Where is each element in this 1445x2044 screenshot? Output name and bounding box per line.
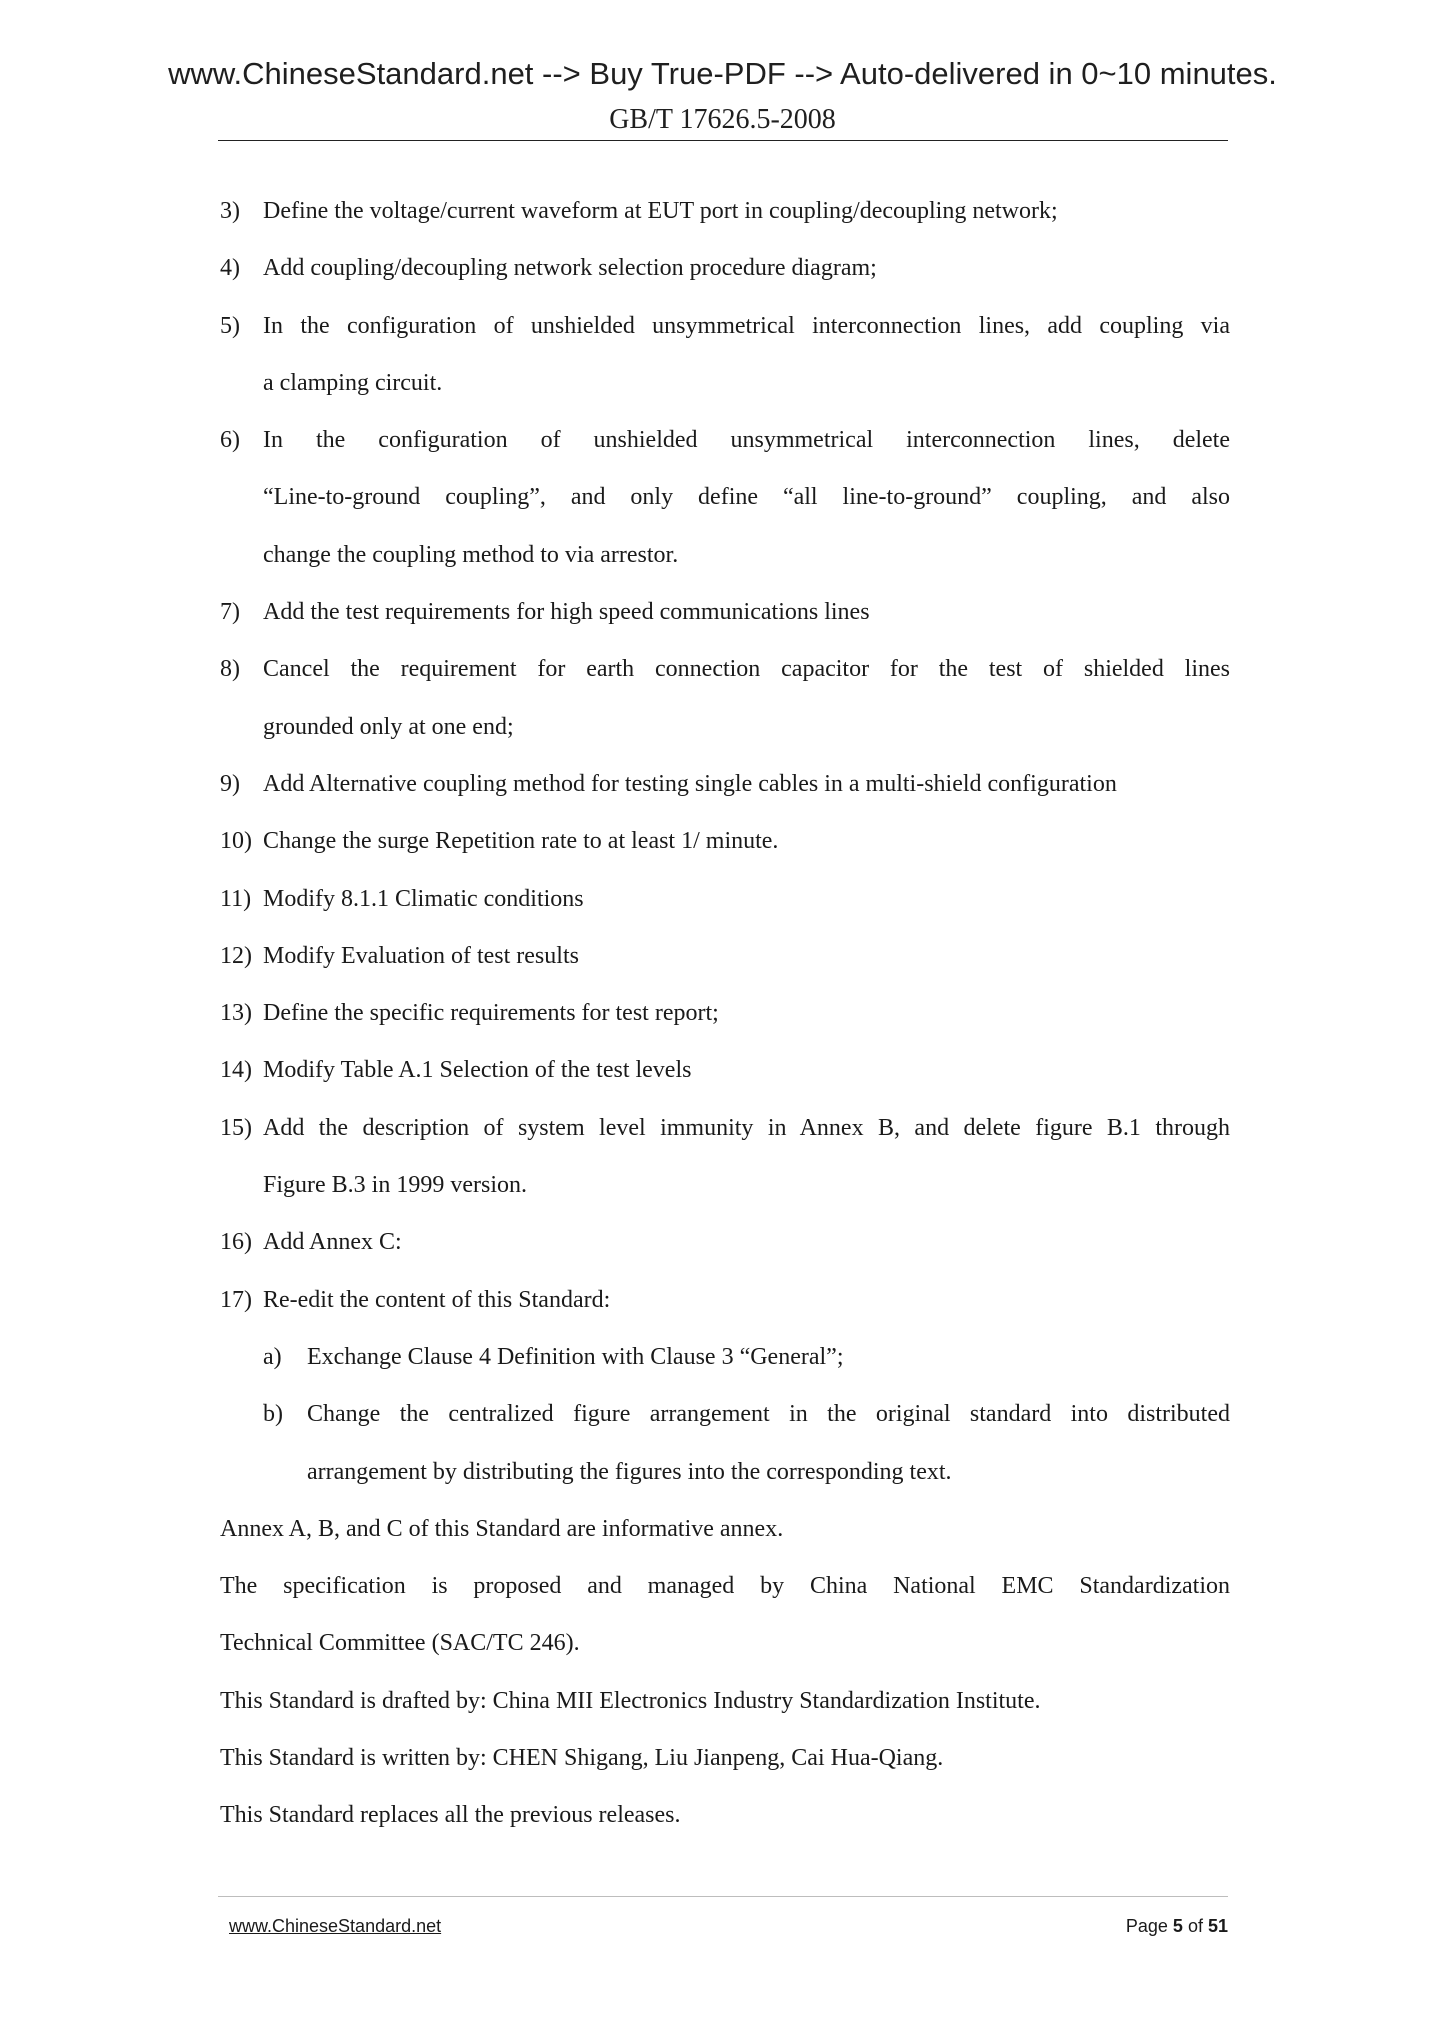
- list-item-text: Modify Evaluation of test results: [263, 942, 579, 969]
- list-item: [220, 240, 1230, 297]
- paragraph: [220, 1730, 1230, 1787]
- list-item-text: Cancel the requirement for earth connection capacitor for the test of shielded lines: [263, 656, 1230, 683]
- paragraph-text: Annex A, B, and C of this Standard are informative annex.: [220, 1515, 784, 1542]
- list-item: [220, 183, 1230, 240]
- page-total: 51: [1207, 1916, 1228, 1936]
- document-body: [220, 183, 1230, 1845]
- page-of: of: [1187, 1916, 1203, 1936]
- list-item-continuation: [220, 699, 1230, 756]
- paragraph: [220, 1673, 1230, 1730]
- sublist-item-letter: b): [263, 1401, 283, 1428]
- list-item-text: Define the specific requirements for test report;: [263, 1000, 719, 1027]
- paragraph-text: This Standard is written by: CHEN Shigang, Liu Jianpeng, Cai Hua-Qiang.: [220, 1745, 944, 1772]
- sublist-item: [220, 1386, 1230, 1443]
- paragraph-text: The specification is proposed and managed by China National EMC Standardization: [220, 1573, 1230, 1600]
- list-item-text: Change the surge Repetition rate to at least 1/ minute.: [263, 828, 779, 855]
- list-item-number: 11): [220, 885, 252, 912]
- list-item: [220, 1042, 1230, 1099]
- list-item: [220, 813, 1230, 870]
- list-item-number: 13): [220, 1000, 252, 1027]
- paragraph-text: This Standard is drafted by: China MII Electronics Industry Standardization Institute.: [220, 1687, 1041, 1714]
- list-item-continuation: [220, 355, 1230, 412]
- list-item-text: Add Alternative coupling method for testing single cables in a multi-shield configuration: [263, 770, 1117, 797]
- list-item: [220, 1272, 1230, 1329]
- list-item-number: 3): [220, 198, 240, 224]
- list-item-text: grounded only at one end;: [263, 713, 514, 740]
- sublist-item-text: Change the centralized figure arrangement in the original standard into distributed: [307, 1401, 1230, 1428]
- page-prefix: Page: [1125, 1916, 1168, 1936]
- list-item: [220, 928, 1230, 985]
- list-item-number: 10): [220, 828, 252, 855]
- list-item-text: Add the description of system level immunity in Annex B, and delete figure B.1 through: [263, 1114, 1230, 1141]
- paragraph: [220, 1501, 1230, 1558]
- list-item: [220, 1214, 1230, 1271]
- list-item-number: 17): [220, 1286, 252, 1313]
- list-item: [220, 298, 1230, 355]
- list-item-continuation: [220, 1157, 1230, 1214]
- list-item-number: 5): [220, 312, 240, 339]
- header-divider: [218, 140, 1228, 141]
- promo-banner[interactable]: www.ChineseStandard.net --> Buy True-PDF --> Auto-delivered in 0~10 minutes.: [168, 56, 1277, 91]
- list-item: [220, 584, 1230, 641]
- list-item-text: a clamping circuit.: [263, 369, 443, 396]
- list-item-number: 16): [220, 1229, 252, 1256]
- list-item-text: Re-edit the content of this Standard:: [263, 1286, 611, 1313]
- standard-code: GB/T 17626.5-2008: [609, 104, 836, 135]
- list-item-text: “Line-to-ground coupling”, and only define “all line-to-ground” coupling, and also: [263, 484, 1230, 511]
- sublist-item: [220, 1329, 1230, 1386]
- list-item: [220, 756, 1230, 813]
- list-item-continuation: [220, 527, 1230, 584]
- paragraph: [220, 1558, 1230, 1615]
- paragraph-text: This Standard replaces all the previous releases.: [220, 1802, 681, 1829]
- list-item-text: Add coupling/decoupling network selection procedure diagram;: [263, 255, 877, 282]
- list-item-text: Modify Table A.1 Selection of the test levels: [263, 1057, 692, 1084]
- list-item-text: Add the test requirements for high speed communications lines: [263, 599, 870, 626]
- paragraph-continuation: [220, 1615, 1230, 1672]
- list-item-text: Figure B.3 in 1999 version.: [263, 1172, 527, 1199]
- list-item-number: 4): [220, 255, 240, 282]
- list-item-text: change the coupling method to via arrestor.: [263, 541, 679, 568]
- list-item-number: 14): [220, 1057, 252, 1084]
- list-item-number: 9): [220, 770, 240, 797]
- list-item-continuation: [220, 469, 1230, 526]
- sublist-item-letter: a): [263, 1343, 282, 1370]
- page-current: 5: [1172, 1916, 1183, 1936]
- paragraph: [220, 1787, 1230, 1844]
- list-item-text: Define the voltage/current waveform at EUT port in coupling/decoupling network;: [263, 198, 1058, 224]
- list-item: [220, 871, 1230, 928]
- footer-website-link[interactable]: www.ChineseStandard.net: [229, 1916, 442, 1936]
- paragraph-text: Technical Committee (SAC/TC 246).: [220, 1630, 580, 1657]
- list-item-number: 6): [220, 427, 240, 454]
- list-item: [220, 412, 1230, 469]
- list-item-text: In the configuration of unshielded unsymmetrical interconnection lines, add coupling via: [263, 312, 1230, 339]
- list-item-number: 7): [220, 599, 240, 626]
- list-item-text: In the configuration of unshielded unsymmetrical interconnection lines, delete: [263, 427, 1230, 454]
- page-number: [1126, 1916, 1228, 1937]
- list-item-number: 12): [220, 942, 252, 969]
- sublist-item-text: arrangement by distributing the figures into the corresponding text.: [307, 1458, 952, 1485]
- list-item-number: 15): [220, 1114, 252, 1141]
- footer-divider: [218, 1896, 1228, 1897]
- list-item: [220, 1100, 1230, 1157]
- list-item-number: 8): [220, 656, 240, 683]
- list-item-text: Add Annex C:: [263, 1229, 402, 1256]
- list-item: [220, 641, 1230, 698]
- sublist-item-text: Exchange Clause 4 Definition with Clause 3 “General”;: [307, 1343, 844, 1370]
- list-item-text: Modify 8.1.1 Climatic conditions: [263, 885, 584, 912]
- list-item: [220, 985, 1230, 1042]
- sublist-item-continuation: [220, 1444, 1230, 1501]
